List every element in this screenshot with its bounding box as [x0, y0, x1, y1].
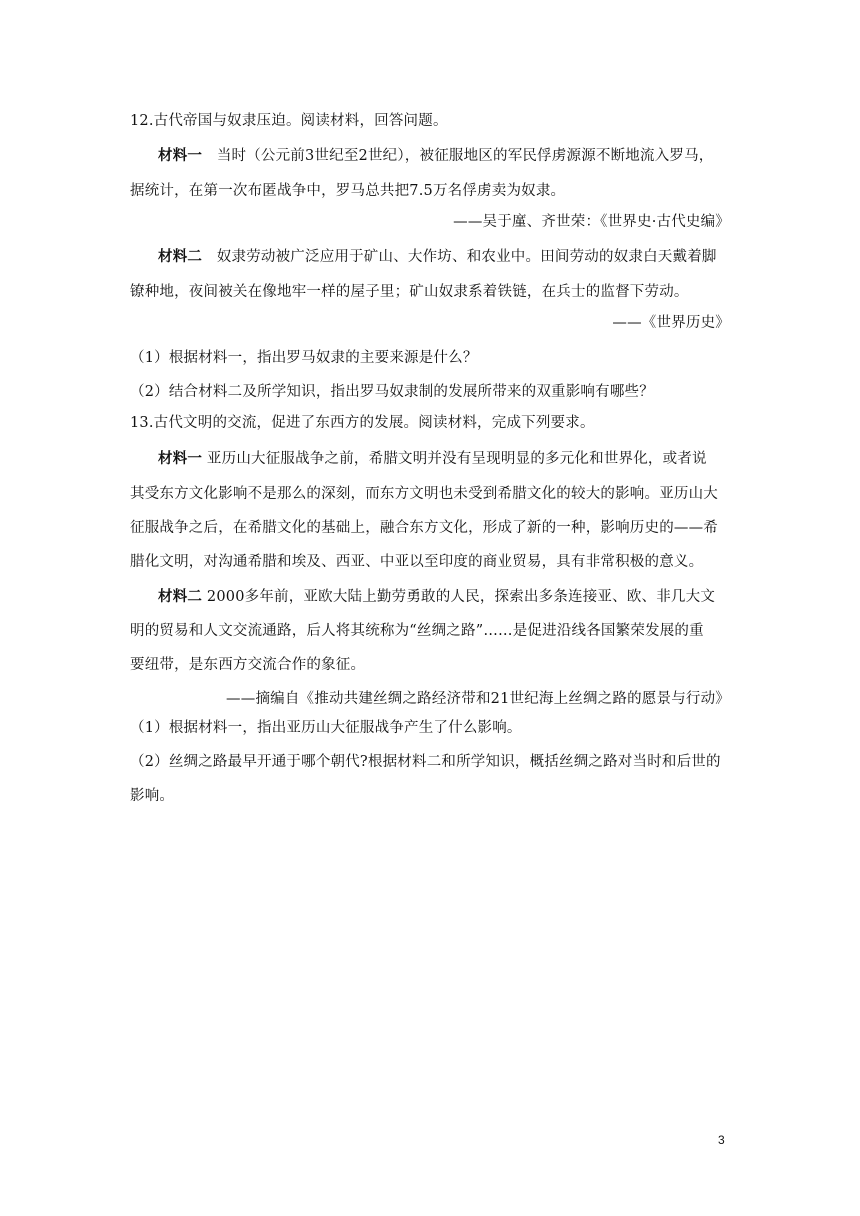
q12-material2-line1	[158, 247, 758, 267]
q12-question2: （2）结合材料二及所学知识，指出罗马奴隶制的发展所带来的双重影响有哪些？	[130, 384, 654, 400]
q12-material1-line1	[158, 146, 758, 166]
q12-material1-source: ——吴于廑、齐世荣：《世界史·古代史编》	[453, 214, 730, 230]
q13-material2-line1	[158, 587, 758, 607]
q12-material2-source: ——《世界历史》	[612, 315, 730, 331]
q13-material1-text1: 亚历山大征服战争之前，希腊文明并没有呈现明显的多元化和世界化，或者说	[206, 451, 707, 467]
q13-title: 13.古代文明的交流，促进了东西方的发展。阅读材料，完成下列要求。	[130, 415, 595, 431]
q12-material1-text1: 当时（公元前3世纪至2世纪），被征服地区的军民俘虏源源不断地流入罗马，	[216, 148, 714, 164]
q12-material2-line2: 镣种地，夜间被关在像地牢一样的屋子里；矿山奴隶系着铁链，在兵士的监督下劳动。	[130, 284, 689, 300]
q13-question2-line1: （2）丝绸之路最早开通于哪个朝代?根据材料二和所学知识，概括丝绸之路对当时和后世的	[130, 754, 721, 770]
q13-material1-line2: 其受东方文化影响不是那么的深刻，而东方文明也未受到希腊文化的较大的影响。亚历山大	[130, 486, 718, 502]
q12-material2-text1: 奴隶劳动被广泛应用于矿山、大作坊、和农业中。田间劳动的奴隶白天戴着脚	[216, 249, 717, 265]
q13-question1: （1）根据材料一，指出亚历山大征服战争产生了什么影响。	[130, 720, 522, 736]
q13-question2-line2: 影响。	[130, 788, 175, 804]
q12-material1-line2: 据统计，在第一次布匿战争中，罗马总共把7.5万名俘虏卖为奴隶。	[130, 183, 566, 199]
q13-material1-line3: 征服战争之后，在希腊文化的基础上，融合东方文化，形成了新的一种，影响历史的——希	[130, 520, 718, 536]
page-number: 3	[718, 1133, 725, 1147]
q12-title: 12.古代帝国与奴隶压迫。阅读材料，回答问题。	[130, 113, 448, 129]
q13-material2-label: 材料二	[158, 588, 203, 605]
q13-material2-text1: 2000多年前，亚欧大陆上勤劳勇敢的人民，探索出多条连接亚、欧、非几大文	[206, 589, 716, 605]
q12-material2-label: 材料二	[158, 248, 203, 265]
q12-material1-label: 材料一	[158, 147, 203, 164]
q13-material2-line2: 明的贸易和人文交流通路，后人将其统称为“丝绸之路”……是促进沿线各国繁荣发展的重	[130, 623, 704, 639]
q13-material2-line3: 要纽带，是东西方交流合作的象征。	[130, 657, 366, 673]
q12-question1: （1）根据材料一，指出罗马奴隶的主要来源是什么？	[130, 350, 478, 366]
q13-material2-source: ——摘编自《推动共建丝绸之路经济带和21世纪海上丝绸之路的愿景与行动》	[226, 691, 730, 707]
q13-material1-line1	[158, 449, 758, 469]
q13-material1-label: 材料一	[158, 450, 203, 467]
q13-material1-line4: 腊化文明，对沟通希腊和埃及、西亚、中亚以至印度的商业贸易，具有非常积极的意义。	[130, 554, 704, 570]
